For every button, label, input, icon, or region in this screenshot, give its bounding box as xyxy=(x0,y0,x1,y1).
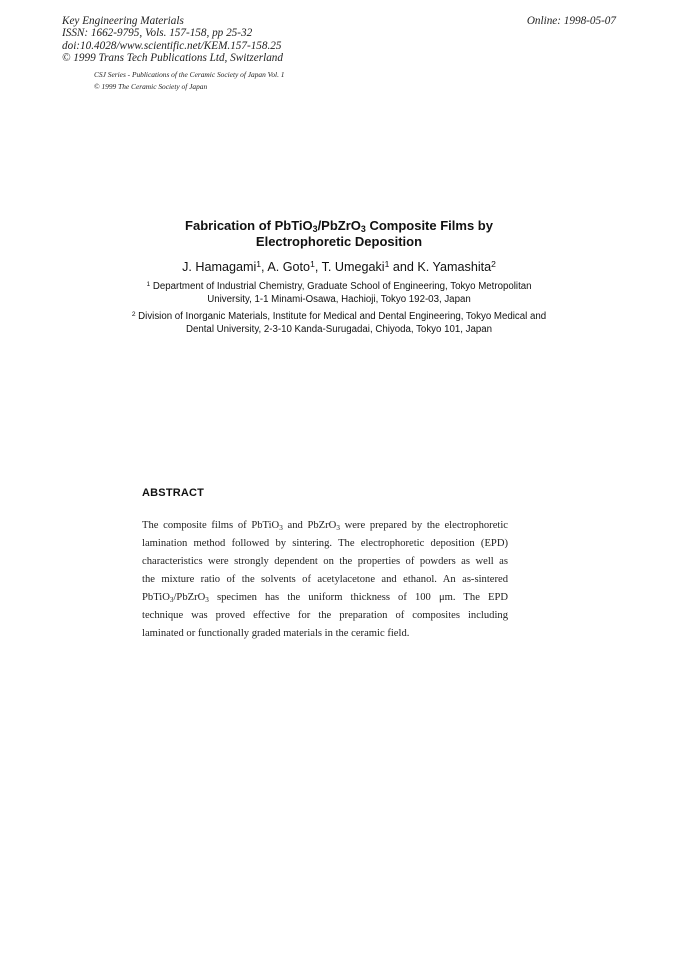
author-affiliation-mark: 1 xyxy=(256,258,262,269)
abstract-body xyxy=(142,517,508,643)
series-notice xyxy=(94,69,284,92)
affiliation-1 xyxy=(0,281,678,306)
affiliation-line xyxy=(0,281,678,294)
affiliation-text: Department of Industrial Chemistry, Graduate School of Engineering, Tokyo Metropolitan xyxy=(150,281,532,292)
author-name: T. Umegaki xyxy=(321,260,385,274)
abstract-line: technique was proved effective for the preparation of composites including xyxy=(142,610,508,621)
title-text: /PbZrO xyxy=(317,218,361,233)
abstract-line: The composite films of PbTiO$_3$ and PbZrO$_3$ were prepared by the electrophoretic xyxy=(142,520,508,532)
affiliation-text: Division of Inorganic Materials, Institute for Medical and Dental Engineering, Tokyo Medical and xyxy=(135,311,547,322)
abstract-heading: ABSTRACT xyxy=(142,487,205,499)
online-date: Online: 1998-05-07 xyxy=(526,15,616,27)
author-list xyxy=(0,260,678,274)
affiliation-number: 2 xyxy=(131,310,136,318)
journal-metadata xyxy=(62,15,283,65)
issn-line: ISSN: 1662-9795, Vols. 157-158, pp 25-32 xyxy=(62,27,253,40)
abstract-line: PbTiO$_3$/PbZrO$_3$ specimen has the uniform thickness of 100 μm. The EPD xyxy=(142,592,508,604)
series-line: CSJ Series - Publications of the Ceramic Society of Japan Vol. 1 xyxy=(94,70,285,79)
affiliation-line xyxy=(0,311,678,324)
series-copyright: © 1999 The Ceramic Society of Japan xyxy=(94,81,208,91)
author-separator: , xyxy=(261,260,268,274)
title-subscript: 3 xyxy=(312,224,318,235)
author-separator: , xyxy=(314,260,322,274)
affiliation-number: 1 xyxy=(146,280,151,288)
title-text: Fabrication of PbTiO xyxy=(185,218,313,233)
abstract-line: the mixture ratio of the solvents of acetylacetone and ethanol. An as-sintered xyxy=(142,574,508,585)
author-affiliation-mark: 1 xyxy=(384,258,390,269)
abstract-line: lamination method followed by sintering. The electrophoretic deposition (EPD) xyxy=(142,538,508,549)
publisher-copyright: © 1999 Trans Tech Publications Ltd, Switzerland xyxy=(62,52,283,65)
journal-name: Key Engineering Materials xyxy=(62,15,184,27)
author-separator: and xyxy=(389,260,418,274)
affiliation-line: Dental University, 2-3-10 Kanda-Surugadai, Chiyoda, Tokyo 101, Japan xyxy=(185,323,493,335)
author-name: J. Hamagami xyxy=(182,260,257,274)
doi-line: doi:10.4028/www.scientific.net/KEM.157-158.25 xyxy=(62,39,282,52)
author-name: A. Goto xyxy=(267,260,311,274)
author-affiliation-mark: 1 xyxy=(310,258,315,269)
author-name: K. Yamashita xyxy=(417,260,492,274)
abstract-line: laminated or functionally graded materials in the ceramic field. xyxy=(142,628,410,639)
abstract-line: characteristics were strongly dependent on the properties of powders as well as xyxy=(142,556,508,567)
author-affiliation-mark: 2 xyxy=(491,258,496,269)
title-subscript: 3 xyxy=(360,224,366,235)
affiliation-line: University, 1-1 Minami-Osawa, Hachioji, Tokyo 192-03, Japan xyxy=(207,293,471,305)
paper-title xyxy=(0,219,678,249)
title-line-1 xyxy=(0,219,678,235)
affiliation-2 xyxy=(0,311,678,336)
title-text: Composite Films by xyxy=(365,218,493,233)
title-line-2: Electrophoretic Deposition xyxy=(255,233,423,249)
